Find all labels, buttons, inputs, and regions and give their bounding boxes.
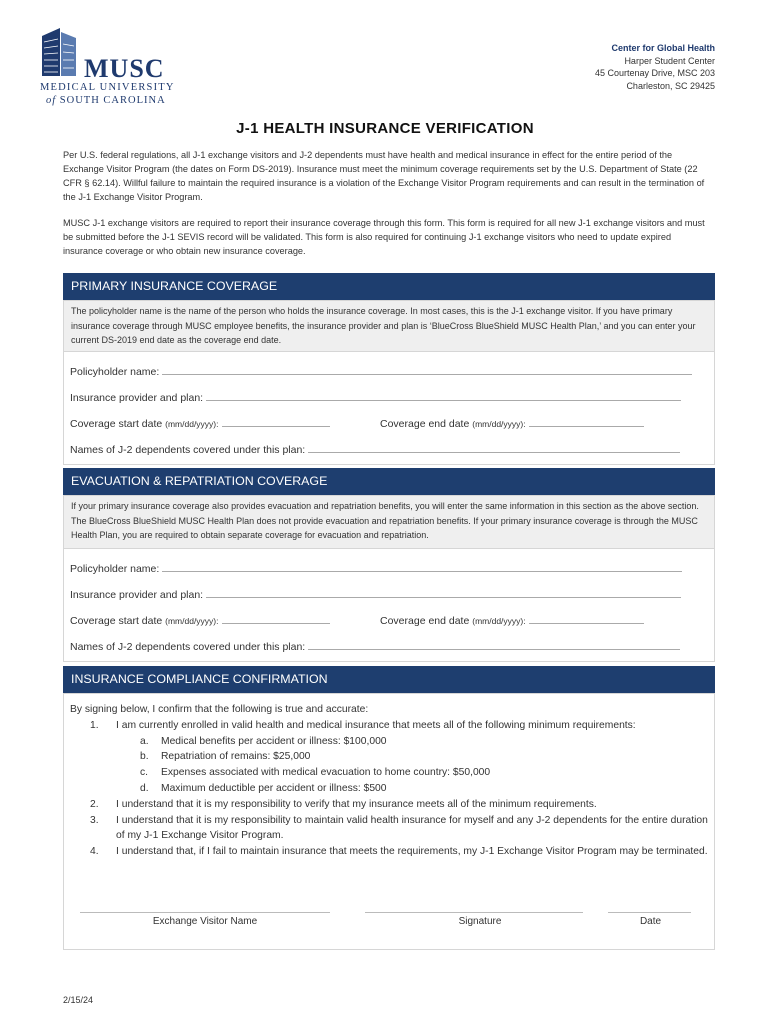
compliance-item-4: 4. I understand that, if I fail to maintain insurance that meets the requirements, my J-1 Exchange Visitor Program may be terminated. [90,846,708,858]
musc-logo [40,26,180,110]
primary-provider-field[interactable]: Insurance provider and plan: [70,390,681,404]
compliance-item-3: 3. I understand that it is my responsibility to maintain valid health insurance for myself and any J-2 dependents for the entire duration of my J-1 Exchange Visitor Program. [90,814,708,842]
evacuation-end-date-field[interactable]: Coverage end date (mm/dd/yyyy): [380,613,644,627]
intro-paragraph-1: Per U.S. federal regulations, all J-1 exchange visitors and J-2 dependents must have health and medical insurance in effect for the entire period of the Exchange Visitor Program (the dates on Form DS-2019). Insurance must meet the minimum coverage requirements set by the U.S. Department of State (22 CFR § 62.14). Willful failure to maintain the required insurance is a violation of the Exchange Visitor Program requirements and can result in the termination of the J-1 Exchange Visitor Program. [63,150,705,202]
date-label: Date [639,916,662,927]
page-title: J-1 HEALTH INSURANCE VERIFICATION [236,120,534,137]
primary-dependents-field[interactable]: Names of J-2 dependents covered under this plan: [70,442,680,456]
primary-section-note: The policyholder name is the name of the person who holds the insurance coverage. In most cases, this is the J-1 exchange visitor. If you have primary insurance coverage through MUSC employee benefits, the insurance provider and plan is ‘BlueCross BlueShield MUSC Health Plan,’ and you can enter your current DS-2019 end date as the coverage end date. [63,300,715,352]
primary-start-date-field[interactable]: Coverage start date (mm/dd/yyyy): [70,416,330,430]
requirement-a: a. Medical benefits per accident or illness: $100,000 [140,735,387,747]
evacuation-start-date-field[interactable]: Coverage start date (mm/dd/yyyy): [70,613,330,627]
primary-policyholder-field[interactable]: Policyholder name: [70,364,692,378]
address-org: Center for Global Health [611,43,715,53]
compliance-item-1: 1. I am currently enrolled in valid health and medical insurance that meets all of the following minimum requirements: [90,719,636,731]
footer-date: 2/15/24 [63,995,94,1005]
address-line-2: 45 Courtenay Drive, MSC 203 [594,68,715,78]
address-line-3: Charleston, SC 29425 [626,80,715,91]
building-logo-icon [40,26,78,78]
logo-wordmark: MUSC [84,54,165,83]
compliance-section-heading: INSURANCE COMPLIANCE CONFIRMATION [63,666,715,693]
requirement-d: d. Maximum deductible per accident or illness: $500 [140,782,387,794]
logo-line-1: MEDICAL UNIVERSITY [40,82,175,93]
compliance-list [70,702,710,860]
exchange-visitor-name-line[interactable] [80,912,330,913]
address-block [595,42,715,92]
logo-line-2: of SOUTH CAROLINA [46,95,166,106]
compliance-lead: By signing below, I confirm that the following is true and accurate: [70,704,369,715]
address-line-1: Harper Student Center [624,55,715,66]
evacuation-dependents-field[interactable]: Names of J-2 dependents covered under this plan: [70,639,680,653]
evacuation-section-note: If your primary insurance coverage also provides evacuation and repatriation benefits, you will enter the same information in this section as the above section. The BlueCross BlueShield MUSC Health Plan does not provide evacuation and repatriation benefits. If your primary insurance coverage is through the MUSC Health Plan, you are required to obtain separate coverage for evacuation and repatriation. [63,495,715,549]
signature-label: Signature [458,916,502,927]
evacuation-section-heading: EVACUATION & REPATRIATION COVERAGE [63,468,715,495]
exchange-visitor-name-label: Exchange Visitor Name [152,916,258,927]
primary-end-date-field[interactable]: Coverage end date (mm/dd/yyyy): [380,416,644,430]
intro-paragraph-2: MUSC J-1 exchange visitors are required to report their insurance coverage through this form. This form is required for all new J-1 exchange visitors and must be submitted before the J-1 SEVIS record will be validated. This form is also required for continuing J-1 exchange visitors who need to update expired insurance coverage or who obtain new insurance coverage. [63,218,705,256]
requirement-c: c. Expenses associated with medical evacuation to home country: $50,000 [140,767,491,779]
evacuation-provider-field[interactable]: Insurance provider and plan: [70,587,681,601]
primary-section-heading: PRIMARY INSURANCE COVERAGE [63,273,715,300]
requirement-b: b. Repatriation of remains: $25,000 [140,751,311,763]
evacuation-policyholder-field[interactable]: Policyholder name: [70,561,682,575]
signature-line[interactable] [365,912,583,913]
compliance-item-2: 2. I understand that it is my responsibility to verify that my insurance meets all of the minimum requirements. [90,798,597,810]
date-line[interactable] [608,912,691,913]
